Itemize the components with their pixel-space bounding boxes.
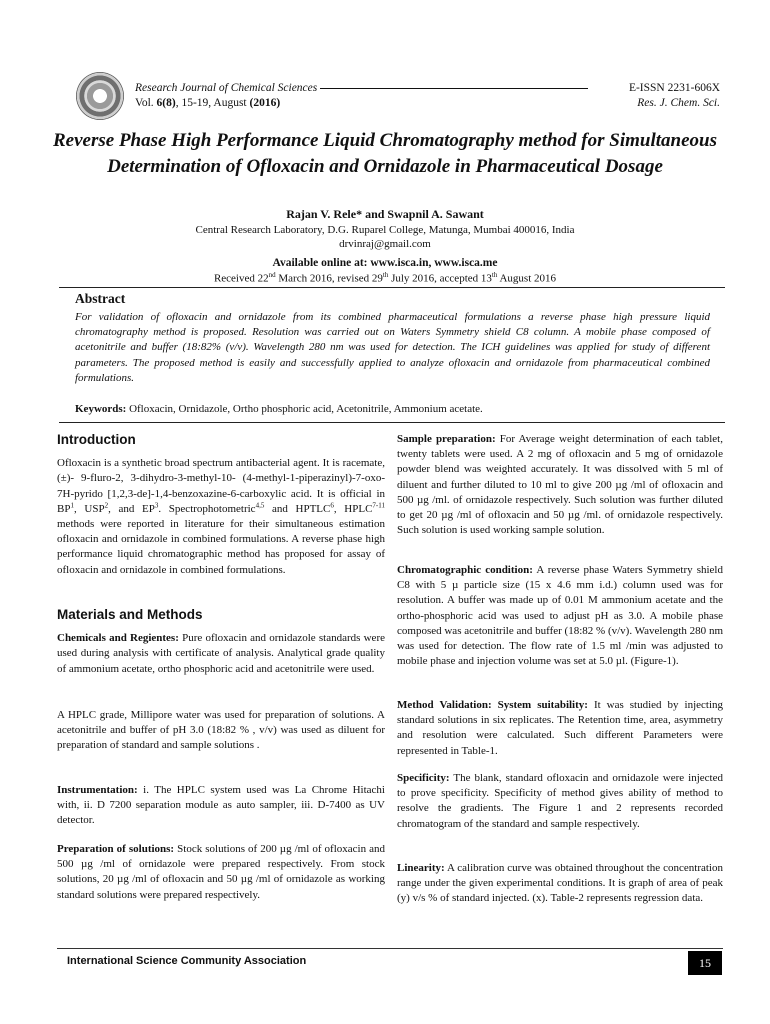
divider-top [59,287,725,288]
introduction-text: Ofloxacin is a synthetic broad spectrum antibacterial agent. It is racemate, (±)- 9-fluro-2, 3-dihydro-3-methyl-10- (4-methyl-1-piperazinyl)-7-oxo-7H-pyrido [1,2,3-de]-1,4-benzoxazine-6-carboxylic acid. It is official in $BP^1$, USP$^2$, and $EP^3$. Spectrophotometric$^{4,5}$ and HPTLC$^6$, HPLC$^{7-11}$ methods were reported in literature for their simultaneous estimation ofloxacin and ornidazole in combined formulations. A reverse phase high performance liquid chromatographic method has proposed for assay of ofloxacin and ornidazole in combined formulations. [57,457,385,576]
linearity-paragraph: Linearity: A calibration curve was obtained throughout the concentration range under the given experimental conditions. It is graph of area of peak (y) v/s % of standard injected. (x). Table-2 represents regression data. [397,862,723,905]
affiliation-block [40,223,730,251]
volume: 6(8) [156,97,176,109]
pages: , 15-19, August [175,97,250,109]
issn: E-ISSN 2231-606X [628,82,720,94]
materials-section [57,607,385,677]
sample-preparation-paragraph: Sample preparation: For Average weight determination of each tablet, twenty tablets were used. A 2 mg of ofloxacin and 5 mg of ornidazole powder blend was weighted accurately. It was dissolved with 5 ml of diluent and further diluted to 10 ml to give 200 µg /ml of ofloxacin and 500 µg /ml. of ornidazole respectively. Such solution was further diluted to get 20 µg /ml of ofloxacin and 50 µg /ml. of ornidazole respectively. Such solution is used working sample solution. [397,433,723,537]
materials-heading: Materials and Methods [57,607,203,622]
method-validation-paragraph: Method Validation: System suitability: It was studied by injecting standard solutions in six replicates. The Retention time, area, asymmetry and resolution were calculated. Such different Parameters were represented in Table-1. [397,699,724,757]
footer-rule [57,948,723,949]
chromatographic-condition-paragraph: Chromatographic condition: A reverse phase Waters Symmetry shield C8 with 5 µ particle size (15 x 4.6 mm i.d.) column used was for resolution. A buffer was made up of 0.01 M ammonium acetate and the ortho-phosphoric acid was used to adjust pH as 3.0. A mobile phase composed was acetonitrile and buffer (18:82 % (v/v). Wavelength 280 nm was used for detection. The flow rate of 1.5 ml /min was adjusted to mobile phase and injection volume was set at 5.0 µl. (Figure-1). [397,564,723,668]
paper-title: Reverse Phase High Performance Liquid Chromatography method for Simultaneous Determination of Ofloxacin and Ornidazole in Pharmaceutical Dosage [53,130,717,177]
authors: Rajan V. Rele* and Swapnil A. Sawant [286,207,484,221]
journal-abbrev: Res. J. Chem. Sci. [637,97,720,109]
preparation-paragraph: Preparation of solutions: Stock solutions of 200 µg /ml of ofloxacin and 500 µg /ml of ornidazole were prepared respectively. From stock solutions, 20 µg /ml of ofloxacin and 50 µg /ml of ornidazole as working standard solutions were prepared respectively. [57,843,385,901]
journal-header-right [560,81,720,111]
email[interactable]: drvinraj@gmail.com [339,238,431,250]
instrumentation-paragraph: Instrumentation: i. The HPLC system used was La Chrome Hitachi with, ii. D 7200 separation module as auto sampler, iii. D-7400 as UV detector. [57,784,385,827]
divider-keywords [59,422,725,423]
chemicals-paragraph: Chemicals and Regientes: Pure ofloxacin and ornidazole standards were used during analysis with certificate of analysis. Analytical grade quality of ammonium acetate, ortho phosphoric acid and acetonitrile were used. [57,632,385,675]
available-online: Available online at: www.isca.in, www.isca.me [272,257,498,269]
keywords [75,403,715,415]
header-rule [320,88,588,89]
journal-logo [76,72,124,120]
vol-prefix: Vol. [135,97,157,109]
keywords-text: Ofloxacin, Ornidazole, Ortho phosphoric acid, Acetonitrile, Ammonium acetate. [126,403,483,415]
abstract-text: For validation of ofloxacin and ornidazole from its combined pharmaceutical formulations a reverse phase high pressure liquid chromatography method is proposed. Resolution was carried out on Waters Symmetry shield C8 column. A mobile phase composed of acetonitrile and buffer (18:82% (v/v). Wavelength 280 nm was used for detection. The ICH guidelines was applied for study of different parameters. The proposed method is easily and successfully applied to analyze ofloxacin and ornidazole from pharmaceutical combined formulations. [75,311,710,384]
hplc-paragraph: A HPLC grade, Millipore water was used for preparation of solutions. A acetonitrile and buffer of pH 3.0 (18:82 % , v/v) was used as diluent for preparation of standard and sample solutions . [57,709,385,752]
introduction-heading: Introduction [57,432,136,447]
affiliation: Central Research Laboratory, D.G. Ruparel College, Matunga, Mumbai 400016, India [195,224,575,236]
keywords-label: Keywords: [75,403,127,415]
footer-organization: International Science Community Association [67,955,307,967]
page-number: 15 [688,951,722,975]
journal-name: Research Journal of Chemical Sciences [135,82,318,94]
received-dates: Received 22nd March 2016, revised 29th July 2016, accepted 13th August 2016 [213,271,557,285]
introduction-section [57,432,385,578]
specificity-paragraph: Specificity: The blank, standard ofloxacin and ornidazole were injected to prove specificity. Specificity of method gives ability of method to resolve the gradients. The Figure 1 and 2 represents recorded chromatogram of the standard and sample respectively. [397,772,723,830]
year: (2016) [249,97,281,109]
abstract-heading: Abstract [75,291,126,306]
